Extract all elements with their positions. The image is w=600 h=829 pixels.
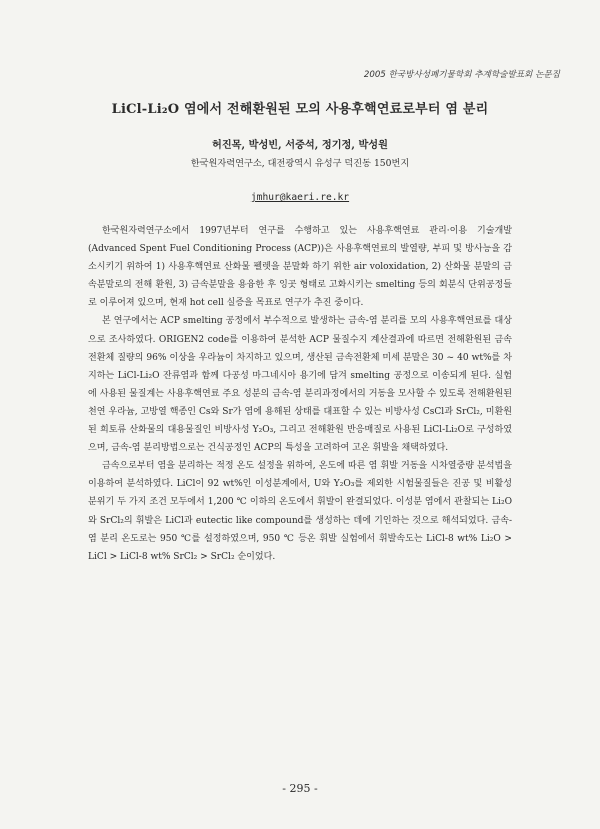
affiliation: 한국원자력연구소, 대전광역시 유성구 덕진동 150번지	[190, 158, 410, 169]
paragraph-2: 본 연구에서는 ACP smelting 공정에서 부수적으로 발생하는 금속-염 분리를 모의 사용후핵연료를 대상으로 조사하였다. ORIGEN2 code를 이용하여 분석한 ACP 물질수지 계산결과에 따르면 전해환원된 금속전환체 질량의 96% 이상을 우라늄이 차지하고 있으며, 생산된 금속전환체 미세 분말은 30 ~ 40 wt%를 차지하는 LiCl-Li₂O 잔류염과 함께 다공성 마그네시아 용기에 담겨 smelting 공정으로 이송되게 된다. 실험에 사용된 물질계는 사용후핵연료 주요 성분의 금속-염 분리과정에서의 거동을 모사할 수 있도록 전해환원된 천연 우라늄, 고방열 핵종인 Cs와 Sr가 염에 용해된 상태를 대표할 수 있는 비방사성 CsCl과 SrCl₂, 미환원된 희토류 산화물의 대용물질인 비방사성 Y₂O₃, 그리고 전해환원 반응매질로 사용된 LiCl-Li₂O로 구성하였으며, 금속-염 분리방법으로는 건식공정인 ACP의 특성을 고려하여 고온 휘발을 채택하였다.	[88, 316, 512, 454]
paragraph-1: 한국원자력연구소에서 1997년부터 연구를 수행하고 있는 사용후핵연료 관리·이용 기술개발 (Advanced Spent Fuel Conditioning Process (ACP))은 사용후핵연료의 발열량, 부피 및 방사능을 감소시키기 위하여 1) 사용후핵연료 산화물 펠렛을 분말화 하기 위한 air voloxidation, 2) 산화물 분말의 금속분말로의 전해 환원, 3) 금속분말을 용융한 후 잉곳 형태로 고화시키는 smelting 등의 회분식 단위공정들로 이루어져 있으며, 현재 hot cell 실증을 목표로 연구가 추진 중이다.	[88, 226, 512, 309]
author-list: 허진목, 박성빈, 서중석, 정기정, 박성원	[212, 139, 388, 151]
page-number: - 295 -	[282, 782, 318, 795]
email-address: jmhur@kaeri.re.kr	[250, 192, 350, 203]
abstract-body	[88, 222, 512, 566]
paper-title: LiCl-Li₂O 염에서 전해환원된 모의 사용후핵연료로부터 염 분리	[111, 102, 489, 117]
running-header: 2005 한국방사성폐기물학회 추계학술발표회 논문집	[363, 70, 560, 80]
paragraph-3: 금속으로부터 염을 분리하는 적정 온도 설정을 위하여, 온도에 따른 염 휘발 거동을 시차열중량 분석법을 이용하여 분석하였다. LiCl이 92 wt%인 이성분계에서, U와 Y₂O₃를 제외한 시험물질들은 진공 및 비활성 분위기 두 가지 조건 모두에서 1,200 ℃ 이하의 온도에서 휘발이 완결되었다. 이성분 염에서 관찰되는 Li₂O와 SrCl₂의 휘발은 LiCl과 eutectic like compound를 생성하는 데에 기인하는 것으로 해석되었다. 금속-염 분리 온도로는 950 ℃를 설정하였으며, 950 ℃ 등온 휘발 실험에서 휘발속도는 LiCl-8 wt% Li₂O > LiCl > LiCl-8 wt% SrCl₂ > SrCl₂ 순이었다.	[88, 461, 512, 562]
